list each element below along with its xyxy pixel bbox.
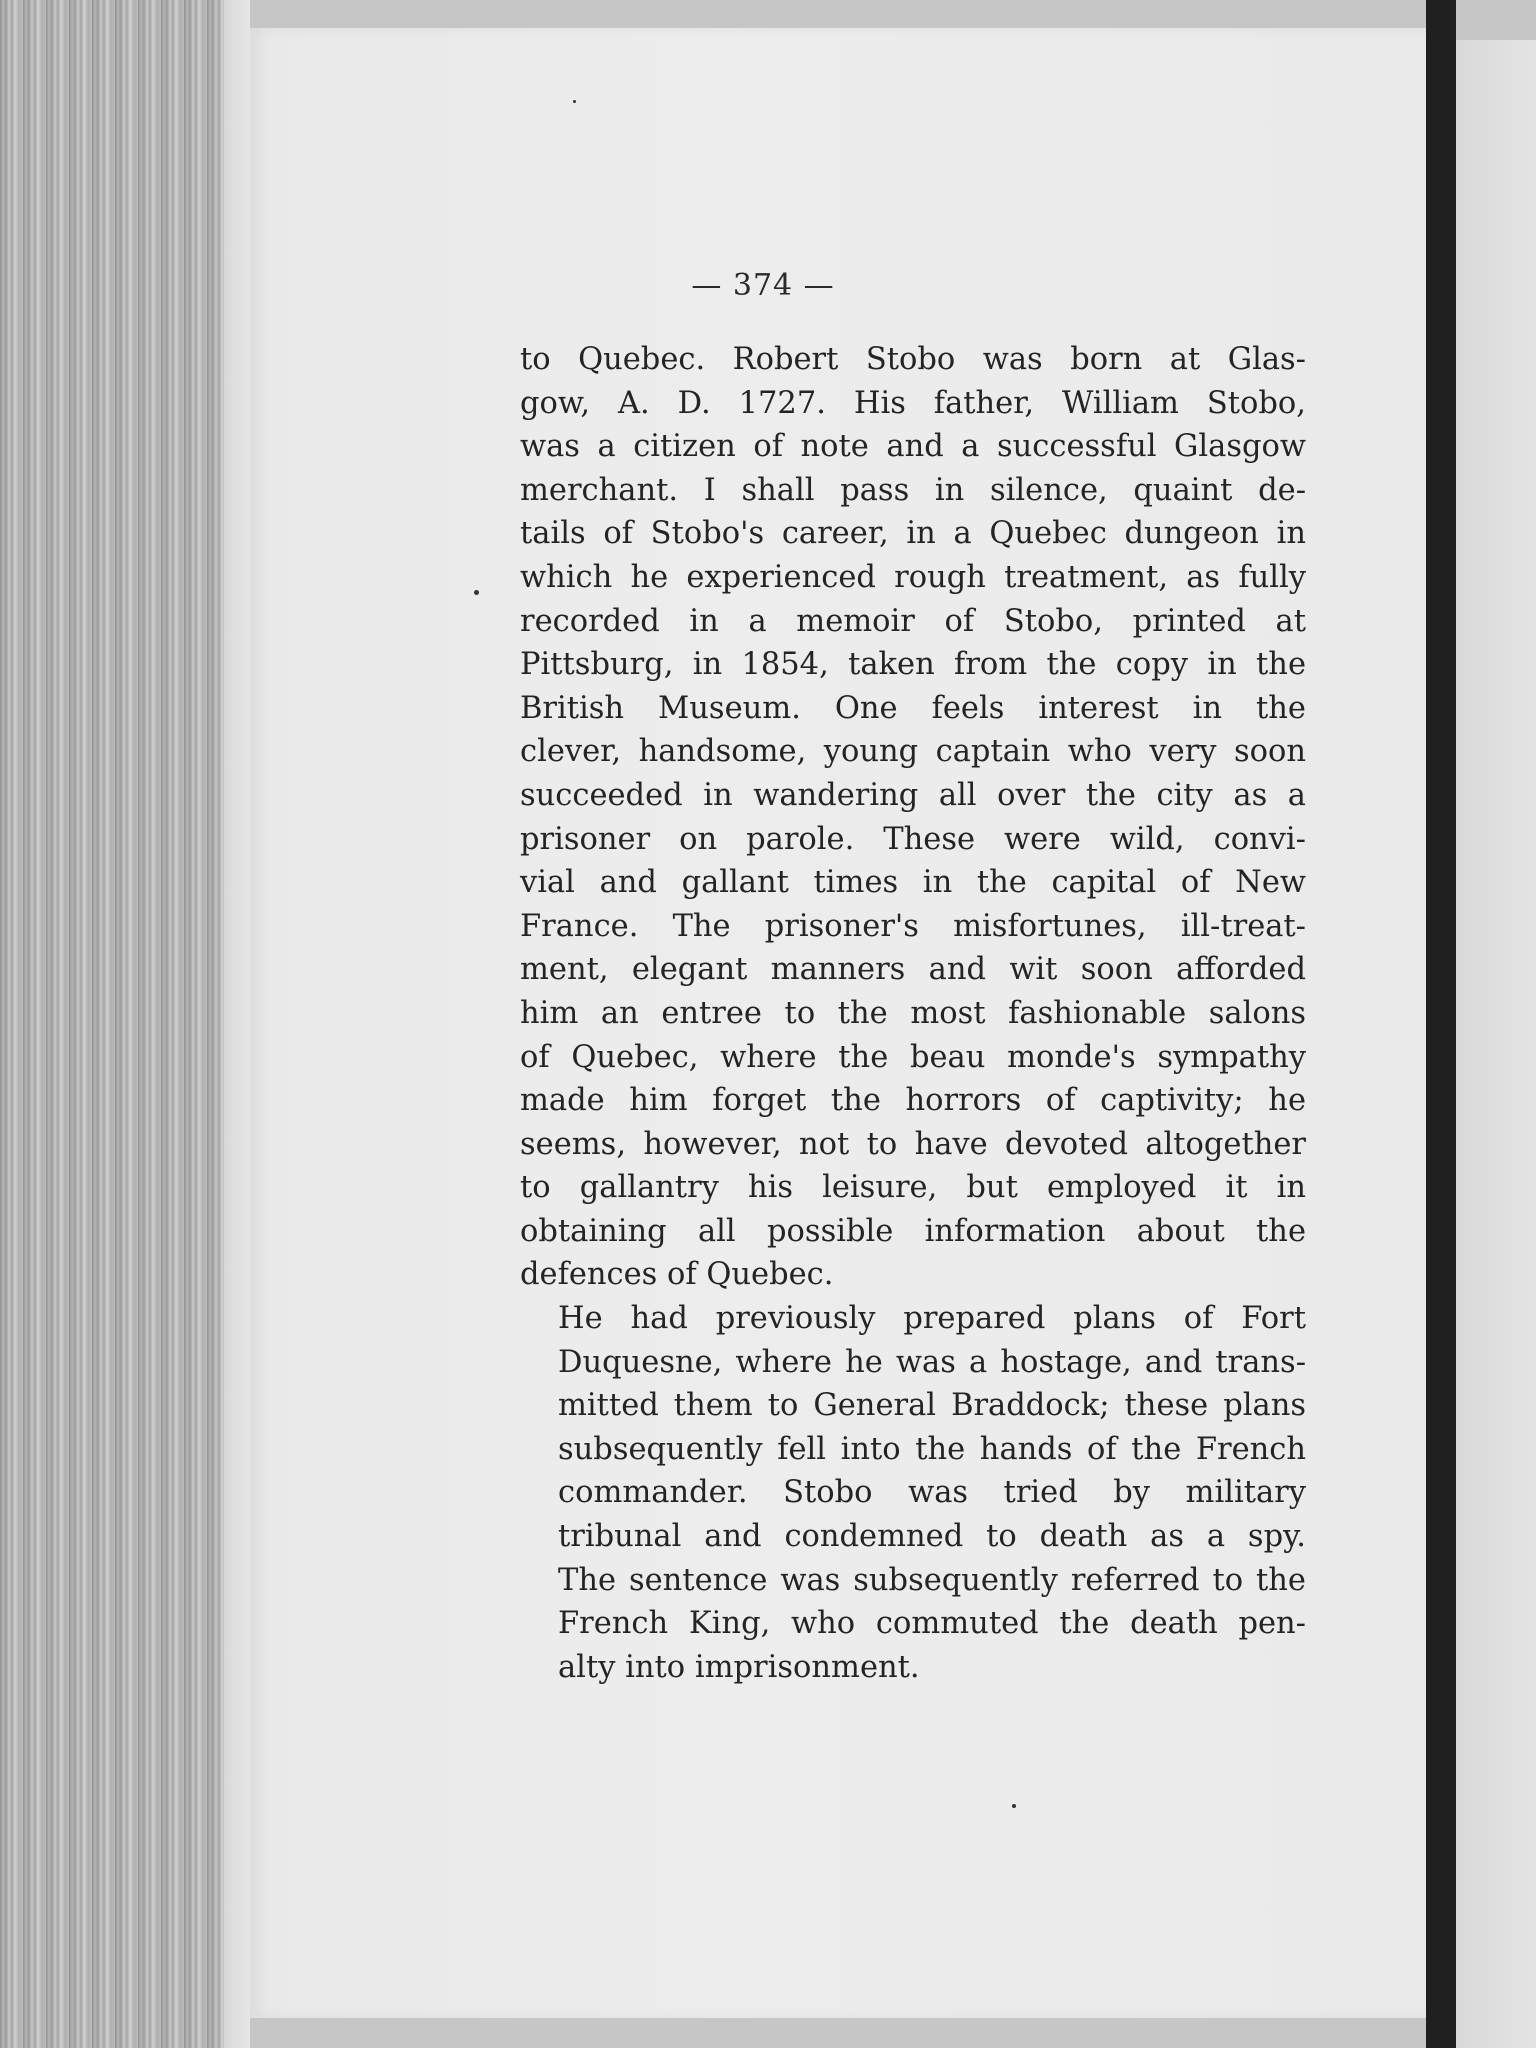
text-line: made him forget the horrors of captivity; he [520,1083,1306,1119]
book-page-edges [0,0,250,2048]
text-line: mitted them to General Braddock; these plans [558,1388,1306,1424]
text-line: defences of Quebec. [520,1257,834,1293]
text-line: British Museum. One feels interest in the [520,690,1306,726]
page-number [0,268,1536,303]
paragraph-2 [520,1297,1306,1689]
text-line: He had previously prepared plans of Fort [558,1301,1306,1337]
text-line: tribunal and condemned to death as a spy. [558,1519,1306,1555]
text-line: merchant. I shall pass in silence, quaint de- [520,472,1306,508]
text-line: of Quebec, where the beau monde's sympathy [520,1039,1306,1075]
text-line: vial and gallant times in the capital of New [520,865,1306,901]
text-line: succeeded in wandering all over the city as a [520,777,1306,813]
scan-speck [474,590,479,595]
text-line: which he experienced rough treatment, as fully [520,559,1306,595]
text-line: to gallantry his leisure, but employed it in [520,1170,1306,1206]
binding-shadow [1426,0,1456,2048]
facing-page-edge [1456,40,1536,2048]
text-line: commander. Stobo was tried by military [558,1475,1306,1511]
scan-speck [1012,1804,1016,1808]
text-line: French King, who commuted the death pen- [558,1606,1306,1642]
paragraph-1 [520,338,1306,1297]
text-line: seems, however, not to have devoted altogether [520,1126,1306,1162]
page-number-text: — 374 — [691,268,835,303]
text-line: prisoner on parole. These were wild, convi- [520,821,1306,857]
text-line: alty into imprisonment. [558,1649,920,1685]
text-line: tails of Stobo's career, in a Quebec dungeon in [520,516,1306,552]
text-line: ment, elegant manners and wit soon afforded [520,952,1306,988]
text-line: Pittsburg, in 1854, taken from the copy in the [520,647,1306,683]
text-line: recorded in a memoir of Stobo, printed at [520,603,1306,639]
text-line: clever, handsome, young captain who very soon [520,734,1306,770]
text-line: to Quebec. Robert Stobo was born at Glas- [520,342,1306,377]
text-line: The sentence was subsequently referred to the [558,1562,1306,1598]
body-text [520,338,1306,1689]
text-line: him an entree to the most fashionable salons [520,995,1306,1031]
text-line: subsequently fell into the hands of the French [558,1431,1306,1467]
text-line: gow, A. D. 1727. His father, William Stobo, [520,385,1306,421]
scan-speck [573,100,576,103]
text-line: Duquesne, where he was a hostage, and trans- [558,1344,1306,1380]
text-line: France. The prisoner's misfortunes, ill-treat- [520,908,1306,944]
text-line: obtaining all possible information about the [520,1213,1306,1249]
text-line: was a citizen of note and a successful Glasgow [520,429,1306,465]
